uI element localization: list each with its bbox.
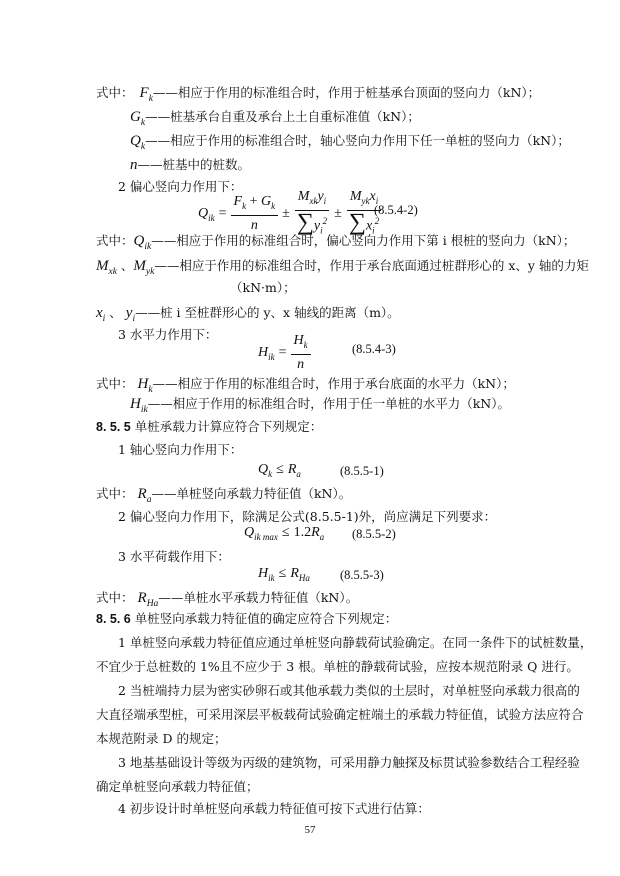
- symbol-def-ra: 式中： $R_a——$单桩竖向承载力特征值（kN）。: [96, 486, 352, 505]
- equation-number: (8.5.5-2): [352, 527, 396, 541]
- symbol-def-hk: 式中： $H_k——$相应于作用的标准组合时，作用于承台底面的水平力（kN）；: [96, 376, 515, 395]
- page-number: 57: [304, 824, 316, 836]
- paragraph-4: 4 初步设计时单桩竖向承载力特征值可按下式进行估算：: [118, 801, 430, 816]
- equation-number: (8.5.4-3): [352, 342, 396, 356]
- symbol-def-qk: $Q_k——$相应于作用的标准组合时，轴心竖向力作用下任一单桩的竖向力（kN）；: [130, 133, 570, 152]
- paragraph-2-line-3: 本规范附录 D 的规定；: [96, 731, 227, 746]
- equation-number: (8.5.5-1): [340, 464, 384, 478]
- section-8-5-5-heading: 8. 5. 5 单桩承载力计算应符合下列规定：: [96, 419, 323, 434]
- symbol-def-n: n——桩基中的桩数。: [130, 157, 251, 173]
- item-eccentric-load: 2 偏心竖向力作用下：: [118, 179, 243, 194]
- paragraph-1-line-2: 不宜少于总桩数的 1%且不应少于 3 根。单桩的静载荷试验，应按本规范附录 Q 进行。: [96, 659, 579, 674]
- equation-number: (8.5.4-2): [374, 203, 418, 217]
- symbol-def-xi-yi: $x_i$ 、 $y_i——$桩 i 至桩群形心的 y、x 轴线的距离（m）。: [96, 305, 400, 324]
- paragraph-3-line-1: 3 地基基础设计等级为丙级的建筑物，可采用静力触探及标贯试验参数结合工程经验: [118, 755, 580, 770]
- item-horizontal-force: 3 水平力作用下：: [118, 327, 218, 342]
- symbol-def-gk: $G_k——$桩基承台自重及承台上土自重标准值（kN）；: [130, 109, 420, 128]
- equation-number: (8.5.5-3): [340, 568, 384, 582]
- symbol-def-fk: 式中： $F_k——$相应于作用的标准组合时，作用于桩基承台顶面的竖向力（kN）；: [96, 85, 541, 104]
- item-horizontal-load: 3 水平荷载作用下：: [118, 549, 230, 564]
- paragraph-1-line-1: 1 单桩竖向承载力特征值应通过单桩竖向静载荷试验确定。在同一条件下的试桩数量，: [118, 635, 593, 650]
- symbol-def-qik: 式中：$Q_{ik}——$相应于作用的标准组合时，偏心竖向力作用下第 i 根桩的竖向力（kN）；: [96, 233, 576, 252]
- section-8-5-6-heading: 8. 5. 6 单桩竖向承载力特征值的确定应符合下列规定：: [96, 611, 398, 626]
- item-eccentric-check: 2 偏心竖向力作用下，除满足公式(8.5.5-1)外，尚应满足下列要求：: [118, 509, 497, 524]
- symbol-def-mxk-myk: $M_{xk}$ 、$M_{yk}——$相应于作用的标准组合时，作用于承台底面通过桩群形心的 x、y 轴的力矩: [96, 258, 589, 277]
- paragraph-2-line-2: 大直径端承型桩，可采用深层平板载荷试验确定桩端土的承载力特征值，试验方法应符合: [96, 707, 584, 722]
- paragraph-2-line-1: 2 当桩端持力层为密实砂卵石或其他承载力类似的土层时，对单桩竖向承载力很高的: [118, 683, 580, 698]
- symbol-def-hik: $H_{ik}——$相应于作用的标准组合时，作用于任一单桩的水平力（kN）。: [130, 396, 510, 415]
- equation-8-5-4-2: $Q_{ik}$ = $\frac{F_k + G_k}{n}$ ± $\frac{M_{xk}y_i}{\sum y_i^2}$ ± $\frac{M_{yk}x_i}{\sum x_i^2}$: [198, 188, 382, 240]
- paragraph-3-line-2: 确定单桩竖向承载力特征值；: [96, 779, 259, 794]
- equation-8-5-5-3: $H_{ik}$ ≤ $R_{Ha}$: [258, 566, 310, 583]
- equation-8-5-5-2: $Q_{ik max}$ ≤ 1.2 $R_a$: [244, 525, 325, 542]
- equation-8-5-4-3: $H_{ik}$ = $\frac{H_k}{n}$: [258, 332, 311, 375]
- symbol-def-rha: 式中： $R_{Ha}——$单桩水平承载力特征值（kN）。: [96, 590, 359, 609]
- equation-8-5-5-1: $Q_k$ ≤ $R_a$: [258, 462, 301, 479]
- unit-line: （kN·m）；: [230, 280, 296, 295]
- item-axial-load: 1 轴心竖向力作用下：: [118, 442, 243, 457]
